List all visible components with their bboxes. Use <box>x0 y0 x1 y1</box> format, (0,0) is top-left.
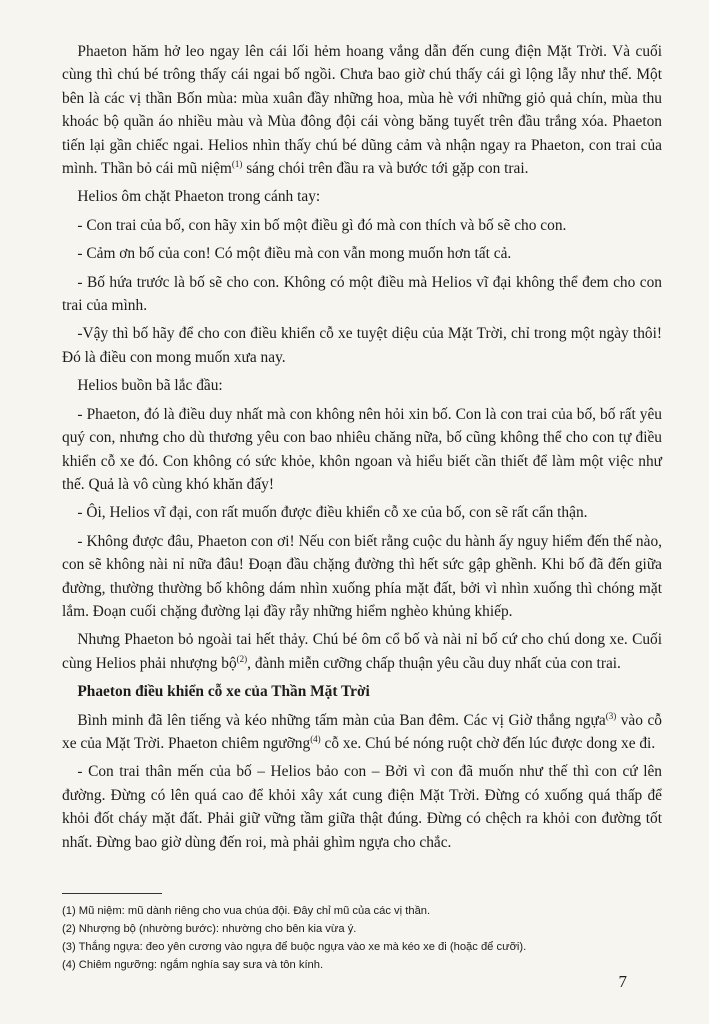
paragraph: - Cảm ơn bố của con! Có một điều mà con vẫn mong muốn hơn tất cả. <box>77 245 512 263</box>
footnote-ref[interactable]: (3) <box>605 710 617 721</box>
section-heading: Phaeton điều khiển cỗ xe của Thần Mặt Trời <box>77 683 370 701</box>
footnote-ref[interactable]: (4) <box>310 733 321 744</box>
paragraph: - Phaeton, đó là điều duy nhất mà con không nên hỏi xin bố. Con là con trai của bố, bố rất yêu quý con, nhưng cho dù thương yêu con bao nhiêu chăng nữa, bố cũng không thể cho con tự điều khiển cỗ xe đó. Con không có sức khỏe, khôn ngoan và hiểu biết cần thiết để làm một việc như thế. Quả là vô cùng khó khăn đấy! <box>62 405 662 493</box>
paragraph: Bình minh đã lên tiếng và kéo những tấm màn của Ban đêm. Các vị Giờ thắng ngựa$^{(3)}$ vào cỗ xe của Mặt Trời. Phaeton chiêm ngưỡng$^{(4)}$ cỗ xe. Chú bé nóng ruột chờ đến lúc được dong xe đi. <box>62 710 662 752</box>
paragraph: Nhưng Phaeton bỏ ngoài tai hết thảy. Chú bé ôm cổ bố và nài nỉ bố cứ cho chú dong xe. Cuối cùng Helios phải nhượng bộ$^{(2)}$, đành miễn cưỡng chấp thuận yêu cầu duy nhất của con trai. <box>62 631 662 672</box>
paragraph: Helios buồn bã lắc đầu: <box>77 377 223 395</box>
paragraph: -Vậy thì bố hãy để cho con điều khiển cỗ xe tuyệt diệu của Mặt Trời, chỉ trong một ngày thôi! Đó là điều con mong muốn xưa nay. <box>62 325 662 366</box>
footnote: (1) Mũ niệm: mũ dành riêng cho vua chúa đội. Đây chỉ mũ của các vị thần. <box>62 905 431 917</box>
footnote-ref[interactable]: (2) <box>236 653 248 664</box>
paragraph: - Con trai của bố, con hãy xin bố một điều gì đó mà con thích và bố sẽ cho con. <box>77 216 567 234</box>
page-number: 7 <box>618 972 627 991</box>
footnotes <box>62 902 652 974</box>
paragraph: Phaeton hăm hở leo ngay lên cái lối hẻm hoang vắng dẫn đến cung điện Mặt Trời. Và cuối cùng thì chú bé trông thấy cái ngai bố ngồi. Chưa bao giờ chú thấy cái gì lộng lẫy như thế. Một bên là các vị thần Bốn mùa: mùa xuân đầy những hoa, mùa hè với những giỏ quả chín, mùa thu khoác bộ quần áo nhiều màu và Mùa đông đội cái vòng băng tuyết trên đầu trắng xóa. Phaeton tiến lại gần chiếc ngai. Helios nhìn thấy chú bé dũng cảm và nhận ngay ra Phaeton, con trai của mình. Thần bỏ cái mũ niệm$^{(1)}$ sáng chói trên đầu ra và bước tới gặp con trai. <box>62 43 662 178</box>
paragraph: - Không được đâu, Phaeton con ơi! Nếu con biết rằng cuộc du hành ấy nguy hiểm đến thế nào, con sẽ không nài nỉ nữa đâu! Đoạn đầu chặng đường thì hết sức gập ghềnh. Khi bố đã đến giữa đường, thường thường bố không dám nhìn xuống phía mặt đất, bởi vì nhìn xuống thì chóng mặt lắm. Đoạn cuối chặng đường lại đầy rẫy những hiểm nghèo khủng khiếp. <box>62 532 662 620</box>
footnote: (3) Thắng ngựa: đeo yên cương vào ngựa để buộc ngựa vào xe mà kéo xe đi (hoặc để cưỡi). <box>62 941 527 953</box>
footnote-ref[interactable]: (1) <box>231 159 243 170</box>
paragraph: - Ôi, Helios vĩ đại, con rất muốn được điều khiển cỗ xe của bố, con sẽ rất cẩn thận. <box>77 504 588 522</box>
footnote-divider <box>62 893 162 894</box>
paragraph: - Con trai thân mến của bố – Helios bảo con – Bởi vì con đã muốn như thế thì con cứ lên đường. Đừng có lên quá cao để khỏi xây xát cung điện Mặt Trời. Đừng có xuống quá thấp để khỏi đốt cháy mặt đất. Phải giữ vững tầm giữa thật đúng. Đừng có chệch ra khỏi con đường tốt nhất. Đừng bao giờ dùng đến roi, mà phải ghìm ngựa cho chắc. <box>62 763 662 851</box>
footnote: (2) Nhượng bộ (nhường bước): nhường cho bên kia vừa ý. <box>62 923 357 935</box>
paragraph: - Bố hứa trước là bố sẽ cho con. Không có một điều mà Helios vĩ đại không thể đem cho con trai của mình. <box>62 273 662 315</box>
paragraph: Helios ôm chặt Phaeton trong cánh tay: <box>77 188 321 206</box>
footnote: (4) Chiêm ngưỡng: ngắm nghía say sưa và tôn kính. <box>62 959 324 971</box>
page-body <box>62 40 662 859</box>
